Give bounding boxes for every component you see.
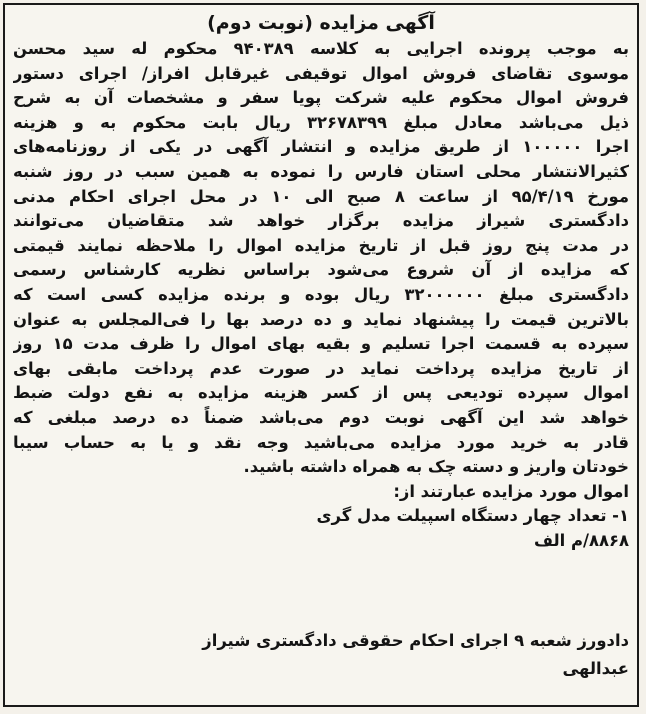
body-line: سپرده به قسمت اجرا تسلیم و بقیه بهای اموال را ظرف مدت ۱۵ روز <box>13 334 629 354</box>
body-line: در مدت پنج روز قبل از تاریخ مزایده اموال را ملاحظه نمایند قیمتی <box>13 235 629 255</box>
body-line: خواهد شد این آگهی نوبت دوم می‌باشد ضمناً ده درصد مبلغی که <box>13 407 629 427</box>
notice-title: آگهی مزایده (نوبت دوم) <box>207 12 435 34</box>
body-line: ذیل می‌باشد معادل مبلغ ۳۲۶۷۸۳۹۹ ریال بابت محکوم به و هزینه <box>13 112 629 132</box>
body-line: اجرا ۱۰۰۰۰۰ از طریق مزایده و انتشار آگهی در یکی از روزنامه‌های <box>13 137 629 157</box>
body-line: بالاترین قیمت را پیشنهاد نماید و ده درصد بها را فی‌المجلس به عنوان <box>13 309 629 329</box>
body-line: دادگستری مبلغ ۳۲۰۰۰۰۰۰ ریال بوده و برنده مزایده کسی است که <box>13 284 629 304</box>
body-line: اموال سپرده تودیعی پس از کسر هزینه مزایده به نفع دولت ضبط <box>13 383 629 403</box>
body-line: دادگستری شیراز مزایده برگزار خواهد شد متقاضیان می‌توانند <box>13 211 629 231</box>
reference-number: ۸۸۶۸/م الف <box>533 530 629 550</box>
auction-item-1: ۱- تعداد چهار دستگاه اسپیلت مدل گری <box>316 506 629 526</box>
body-line: کثیرالانتشار محلی استان فارس را نموده به همین سبب در روز شنبه <box>13 161 629 181</box>
body-line: قادر به خرید مورد مزایده می‌باشید وجه نقد و یا به حساب سیبا <box>13 432 629 452</box>
notice-frame <box>3 3 639 707</box>
body-line: فروش اموال محکوم علیه شرکت پویا سفر و مشخصات آن به شرح <box>13 88 629 108</box>
body-line: خودتان واریز و دسته چک به همراه داشته باشید. <box>243 457 629 477</box>
body-line: مورخ ۹۵/۴/۱۹ از ساعت ۸ صبح الی ۱۰ در محل اجرای احکام مدنی <box>13 186 629 206</box>
signature-title: دادورز شعبه ۹ اجرای احکام حقوقی دادگستری شیراز <box>202 631 629 650</box>
body-line: موسوی تقاضای فروش اموال توقیفی غیرقابل افراز/ اجرای دستور <box>13 63 629 83</box>
body-line: که مزایده از آن شروع می‌شود براساس نظریه کارشناس رسمی <box>13 260 629 280</box>
body-line: به موجب پرونده اجرایی به کلاسه ۹۴۰۳۸۹ محکوم له سید محسن <box>13 39 629 58</box>
signature-block <box>13 627 629 683</box>
body-line: از تاریخ مزایده پرداخت نماید در صورت عدم پرداخت مابقی بهای <box>13 358 629 378</box>
signature-name: عبدالهی <box>562 659 629 678</box>
notice-body <box>13 37 629 553</box>
items-heading: اموال مورد مزایده عبارتند از: <box>393 481 629 501</box>
